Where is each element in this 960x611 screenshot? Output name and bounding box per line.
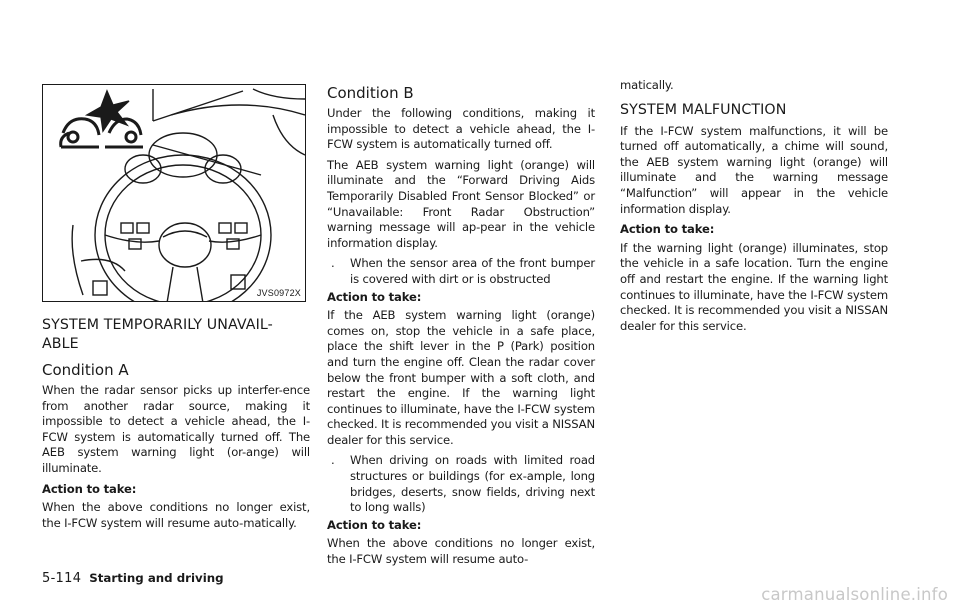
bullet-text: When driving on roads with limited road structures or buildings (for ex-ample, long bridges, deserts, snow fields, driving next to long walls) xyxy=(350,453,595,515)
action-label: Action to take: xyxy=(42,481,137,496)
steering-wheel-drawing xyxy=(43,85,305,301)
condition-b-warning-paragraph: The AEB system warning light (orange) will illuminate and the “Forward Driving Aids Temporarily Disabled Front Sensor Blocked” or “Unavailable: Front Radar Obstruction” warning message will ap-pear in the vehicle information display. xyxy=(327,157,595,250)
action-label: Action to take: xyxy=(327,517,422,532)
malfunction-action-paragraph: If the warning light (orange) illuminates, stop the vehicle in a safe location. Turn the engine off and restart the engine. If the warning light continues to illuminate, have the I-FCW system checked. It is recommended you visit a NISSAN dealer for this service. xyxy=(620,240,888,333)
malfunction-paragraph: If the I-FCW system malfunctions, it will be turned off automatically, a chime will sound, the AEB system warning light (orange) will illuminate and the warning message “Malfunction” will appear in the vehicle information display. xyxy=(620,123,888,216)
column-middle xyxy=(327,78,595,573)
dashboard-illustration xyxy=(42,84,306,302)
bullet-text: When the sensor area of the front bumper is covered with dirt or is obstructed xyxy=(350,256,595,286)
action-label: Action to take: xyxy=(327,289,422,304)
column-right xyxy=(620,78,888,339)
section-title: Starting and driving xyxy=(89,571,224,585)
watermark: carmanualsonline.info xyxy=(761,585,948,604)
condition-a-action-paragraph: When the above conditions no longer exist, the I-FCW system will resume auto-matically. xyxy=(42,500,310,530)
section-heading-malfunction: SYSTEM MALFUNCTION xyxy=(620,101,787,118)
continued-text: matically. xyxy=(620,78,674,92)
bullet-glyph: . xyxy=(331,256,335,271)
condition-b-intro: Under the following conditions, making it impossible to detect a vehicle ahead, the I-FCW system is automatically turned off. xyxy=(327,106,595,152)
condition-b-heading: Condition B xyxy=(327,84,414,102)
page-number: 5-114 xyxy=(42,571,82,586)
condition-b-resume-paragraph: When the above conditions no longer exist, the I-FCW system will resume auto- xyxy=(327,536,595,567)
star-icon xyxy=(87,91,129,131)
bullet-item xyxy=(327,453,595,515)
bullet-glyph: . xyxy=(331,453,335,468)
bullet-item xyxy=(327,256,595,287)
heading-line-2: ABLE xyxy=(42,336,79,352)
condition-a-heading: Condition A xyxy=(42,361,129,379)
condition-b-action-paragraph: If the AEB system warning light (orange) comes on, stop the vehicle in a safe place, place the shift lever in the P (Park) position and turn the engine off. Clean the radar cover below the front bumper with a soft cloth, and restart the engine. If the warning light continues to illuminate, have the I-FCW system checked. It is recommended you visit a NISSAN dealer for this service. xyxy=(327,308,595,447)
page-footer xyxy=(42,570,224,586)
action-label: Action to take: xyxy=(620,222,715,237)
column-left xyxy=(42,78,310,536)
heading-line-1: SYSTEM TEMPORARILY UNAVAIL- xyxy=(42,317,273,333)
condition-a-paragraph: When the radar sensor picks up interfer-ence from another radar source, making it impossible to detect a vehicle ahead, the I-FCW system is automatically turned off. The AEB system warning light (or-ange) will illuminate. xyxy=(42,383,310,475)
section-heading-unavailable xyxy=(42,316,310,354)
figure-code: JVS0972X xyxy=(256,288,301,298)
